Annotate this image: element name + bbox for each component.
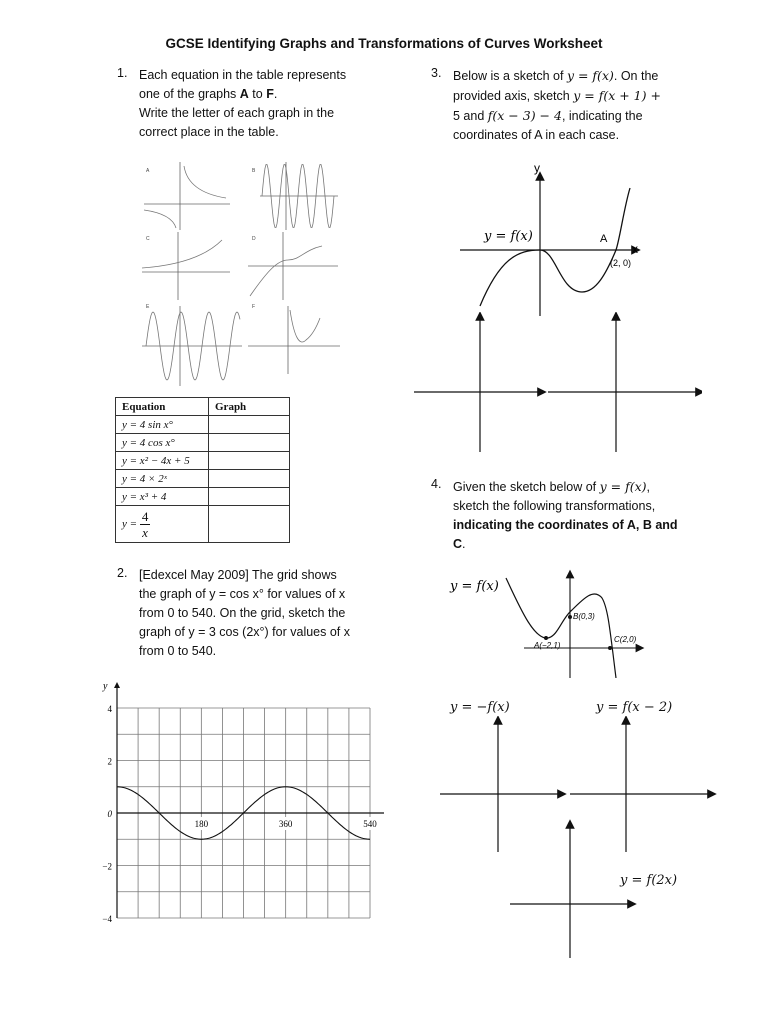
transform-label-neg-f: y = −f(x): [450, 700, 510, 715]
q4-point-c-label: C(2,0): [614, 635, 637, 644]
q4-blank-axis-stretch[interactable]: [510, 824, 632, 958]
graph-f-label: F: [252, 304, 256, 310]
graph-A: [144, 162, 230, 230]
q1-graphs-grid: [138, 160, 340, 388]
y-tick-label: 0: [107, 809, 112, 819]
header-graph: Graph: [209, 398, 290, 416]
table-header-row: [116, 398, 290, 416]
q4-text: [453, 477, 723, 554]
table-row: [116, 470, 290, 488]
q4-func-label: y = f(x): [450, 579, 499, 594]
graph-a-label: A: [146, 168, 150, 174]
graph-answer-cell[interactable]: [209, 434, 290, 452]
q1-line-4: correct place in the table.: [139, 125, 279, 139]
q3-line-1: Below is a sketch of y = f(x). On the: [453, 68, 659, 83]
graph-answer-cell[interactable]: [209, 506, 290, 543]
table-row: [116, 434, 290, 452]
table-row: [116, 452, 290, 470]
q3-function-graph: [440, 158, 660, 318]
q1-number: 1.: [117, 66, 128, 80]
transform-label-shift: y = f(x − 2): [596, 700, 673, 715]
table-row: [116, 506, 290, 543]
q3-y-axis-label: y: [534, 161, 540, 175]
graph-answer-cell[interactable]: [209, 452, 290, 470]
graph-e-label: E: [146, 304, 150, 310]
graph-F: [248, 304, 340, 374]
q2-cosine-grid-chart[interactable]: [96, 674, 392, 926]
q3-text: [453, 66, 713, 145]
graph-D: [248, 232, 338, 300]
graph-answer-cell[interactable]: [209, 470, 290, 488]
q2-text: [139, 566, 389, 661]
q3-func-label: y = f(x): [484, 229, 533, 244]
q4-line-1: Given the sketch below of y = f(x),: [453, 479, 651, 494]
q3-blank-axis-left[interactable]: [414, 316, 542, 452]
q1-equation-table: [115, 397, 290, 543]
q3-number: 3.: [431, 66, 442, 80]
y-tick-label: 4: [107, 704, 112, 714]
equation-cell: y = x³ + 4: [116, 488, 209, 506]
graph-B: [252, 162, 338, 230]
q4-blank-axes[interactable]: [438, 716, 718, 960]
q2-line-2: the graph of y = cos x° for values of x: [139, 587, 346, 601]
q1-line-1: Each equation in the table represents: [139, 68, 347, 82]
q4-blank-axis-neg-f[interactable]: [440, 720, 562, 852]
q4-number: 4.: [431, 477, 442, 491]
equation-cell: y = x² − 4x + 5: [116, 452, 209, 470]
graph-answer-cell[interactable]: [209, 488, 290, 506]
q1-line-3: Write the letter of each graph in the: [139, 106, 335, 120]
x-tick-label: 360: [278, 819, 293, 829]
q4-line-3: indicating the coordinates of A, B and: [453, 518, 678, 532]
q4-function-graph: [444, 568, 654, 678]
q4-blank-axis-shift[interactable]: [570, 720, 712, 852]
graph-d-label: D: [252, 236, 256, 242]
q3-blank-axis-right[interactable]: [548, 316, 700, 452]
graph-E: [142, 304, 242, 386]
page-title: GCSE Identifying Graphs and Transformations of Curves Worksheet: [165, 36, 603, 51]
q4-line-4: C.: [453, 537, 466, 551]
q3-point-a-coords: (2, 0): [610, 258, 632, 268]
transform-label-stretch: y = f(2x): [620, 873, 678, 888]
q2-number: 2.: [117, 566, 128, 580]
q2-line-4: graph of y = 3 cos (2x°) for values of x: [139, 625, 350, 639]
header-equation: Equation: [116, 398, 209, 416]
q4-point-b-label: B(0,3): [573, 612, 595, 621]
q3-line-2: provided axis, sketch y = f(x + 1) +: [453, 88, 661, 103]
q3-blank-axes[interactable]: [412, 312, 702, 454]
y-axis-label: y: [103, 681, 108, 692]
table-row: [116, 488, 290, 506]
q2-line-3: from 0 to 540. On the grid, sketch the: [139, 606, 346, 620]
x-tick-label: 180: [194, 819, 209, 829]
q4-point-a-label: A(−2,1): [534, 641, 561, 650]
q1-line-2: one of the graphs A to F.: [139, 87, 278, 101]
q1-text: [139, 66, 389, 142]
q3-x-axis-label: x: [632, 242, 638, 256]
q4-line-2: sketch the following transformations,: [453, 499, 656, 513]
q3-line-3: 5 and f(x − 3) − 4, indicating the: [453, 108, 643, 123]
equation-cell: y = 4 cos x°: [116, 434, 209, 452]
graph-answer-cell[interactable]: [209, 416, 290, 434]
y-axis-arrow: [114, 682, 120, 688]
y-tick-label: −2: [102, 861, 112, 872]
equation-cell: y = 4 × 2ˣ: [116, 470, 209, 488]
y-tick-label: −4: [102, 914, 112, 924]
equation-cell: y = 4 sin x°: [116, 416, 209, 434]
q2-line-5: from 0 to 540.: [139, 644, 217, 658]
q3-point-a-label: A: [600, 233, 608, 245]
graph-b-label: B: [252, 168, 256, 174]
q2-line-1: [Edexcel May 2009] The grid shows: [139, 568, 337, 582]
x-tick-label: 540: [363, 819, 377, 829]
table-row: [116, 416, 290, 434]
y-tick-label: 2: [107, 756, 112, 767]
graph-c-label: C: [146, 236, 150, 242]
q3-line-4: coordinates of A in each case.: [453, 128, 620, 142]
graph-C: [142, 232, 230, 300]
equation-cell-fraction: y = $\frac{4}{x}$: [116, 506, 209, 543]
